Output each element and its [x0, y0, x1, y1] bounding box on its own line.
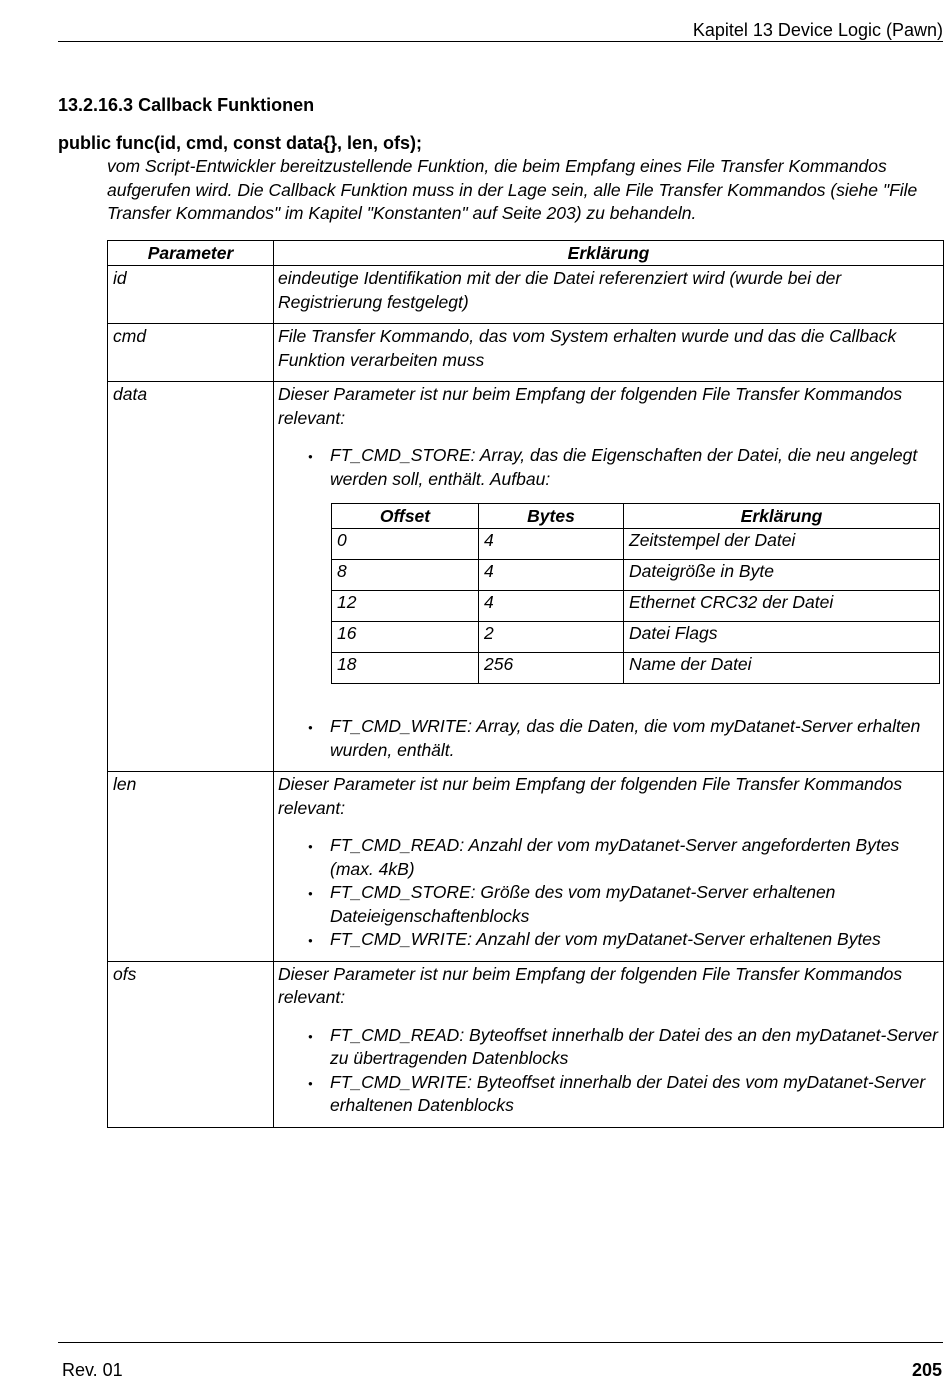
table-row	[108, 382, 944, 772]
offset-cell: 16	[332, 622, 479, 653]
list-item: ● FT_CMD_STORE: Größe des vom myDatanet-Server erhaltenen Dateieigenschaftenblocks	[330, 881, 939, 928]
table-row	[332, 591, 940, 622]
ofs-bullet-list	[278, 1024, 939, 1118]
param-desc-data	[274, 382, 944, 772]
bytes-cell: 4	[479, 560, 624, 591]
list-item: ● FT_CMD_READ: Anzahl der vom myDatanet-Server angeforderten Bytes (max. 4kB)	[330, 834, 939, 881]
explanation-cell: Ethernet CRC32 der Datei	[624, 591, 940, 622]
param-desc-ofs	[274, 961, 944, 1127]
table-row	[332, 529, 940, 560]
table-row	[108, 324, 944, 382]
param-name-data: data	[108, 382, 274, 772]
page-header-title: Kapitel 13 Device Logic (Pawn)	[692, 20, 943, 40]
table-row	[108, 961, 944, 1127]
table-row	[108, 266, 944, 324]
param-desc-cmd: File Transfer Kommando, das vom System erhalten wurde und das die Callback Funktion verarbeiten muss	[274, 324, 944, 382]
param-name-ofs: ofs	[108, 961, 274, 1127]
file-properties-table	[331, 503, 940, 684]
column-header-bytes: Bytes	[479, 504, 624, 529]
list-item: ● FT_CMD_WRITE: Anzahl der vom myDatanet-Server erhaltenen Bytes	[330, 928, 939, 952]
parameter-table-header-row	[108, 241, 944, 266]
table-row	[332, 653, 940, 684]
param-desc-len	[274, 772, 944, 962]
explanation-cell: Dateigröße in Byte	[624, 560, 940, 591]
bytes-cell: 4	[479, 529, 624, 560]
column-header-explanation: Erklärung	[274, 241, 944, 266]
explanation-cell: Zeitstempel der Datei	[624, 529, 940, 560]
bytes-cell: 2	[479, 622, 624, 653]
function-description: vom Script-Entwickler bereitzustellende Funktion, die beim Empfang eines File Transfer Kommandos aufgerufen wird. Die Callback Funktion muss in der Lage sein, alle File Transfer Kommandos (siehe "File Transfer Kommandos" im Kapitel "Konstanten" auf Seite 203) zu behandeln.	[107, 156, 918, 223]
file-properties-header-row	[332, 504, 940, 529]
column-header-struct-explanation: Erklärung	[624, 504, 940, 529]
data-bullet-list	[278, 444, 939, 491]
param-desc-ofs-text: Dieser Parameter ist nur beim Empfang der folgenden File Transfer Kommandos relevant:	[278, 963, 903, 1007]
param-desc-len-text: Dieser Parameter ist nur beim Empfang der folgenden File Transfer Kommandos relevant:	[278, 774, 903, 818]
param-desc-data-text: Dieser Parameter ist nur beim Empfang der folgenden File Transfer Kommandos relevant:	[278, 384, 903, 428]
header-divider	[58, 41, 943, 42]
revision-label: Rev. 01	[62, 1360, 123, 1380]
len-bullet-list	[278, 834, 939, 952]
table-row	[332, 622, 940, 653]
section-heading: 13.2.16.3 Callback Funktionen	[58, 95, 315, 115]
table-row	[108, 772, 944, 962]
parameter-table	[107, 240, 944, 1128]
param-name-len: len	[108, 772, 274, 962]
offset-cell: 0	[332, 529, 479, 560]
offset-cell: 18	[332, 653, 479, 684]
list-item: ● FT_CMD_WRITE: Array, das die Daten, die vom myDatanet-Server erhalten wurden, enthält.	[330, 715, 939, 762]
page-number: 205	[911, 1360, 942, 1380]
explanation-cell: Name der Datei	[624, 653, 940, 684]
param-desc-id: eindeutige Identifikation mit der die Datei referenziert wird (wurde bei der Registrierung festgelegt)	[274, 266, 944, 324]
list-item: ● FT_CMD_READ: Byteoffset innerhalb der Datei des an den myDatanet-Server zu übertragenden Datenblocks	[330, 1024, 939, 1071]
param-name-cmd: cmd	[108, 324, 274, 382]
table-row	[332, 560, 940, 591]
column-header-offset: Offset	[332, 504, 479, 529]
bytes-cell: 4	[479, 591, 624, 622]
explanation-cell: Datei Flags	[624, 622, 940, 653]
offset-cell: 12	[332, 591, 479, 622]
data-bullet-list-2	[278, 715, 939, 762]
bytes-cell: 256	[479, 653, 624, 684]
footer-divider	[58, 1342, 943, 1343]
column-header-parameter: Parameter	[108, 241, 274, 266]
list-item: ● FT_CMD_WRITE: Byteoffset innerhalb der Datei des vom myDatanet-Server erhaltenen Datenblocks	[330, 1071, 939, 1118]
function-signature: public func(id, cmd, const data{}, len, ofs);	[58, 133, 423, 153]
offset-cell: 8	[332, 560, 479, 591]
param-name-id: id	[108, 266, 274, 324]
list-item: ● FT_CMD_STORE: Array, das die Eigenschaften der Datei, die neu angelegt werden soll, enthält. Aufbau:	[330, 444, 939, 491]
